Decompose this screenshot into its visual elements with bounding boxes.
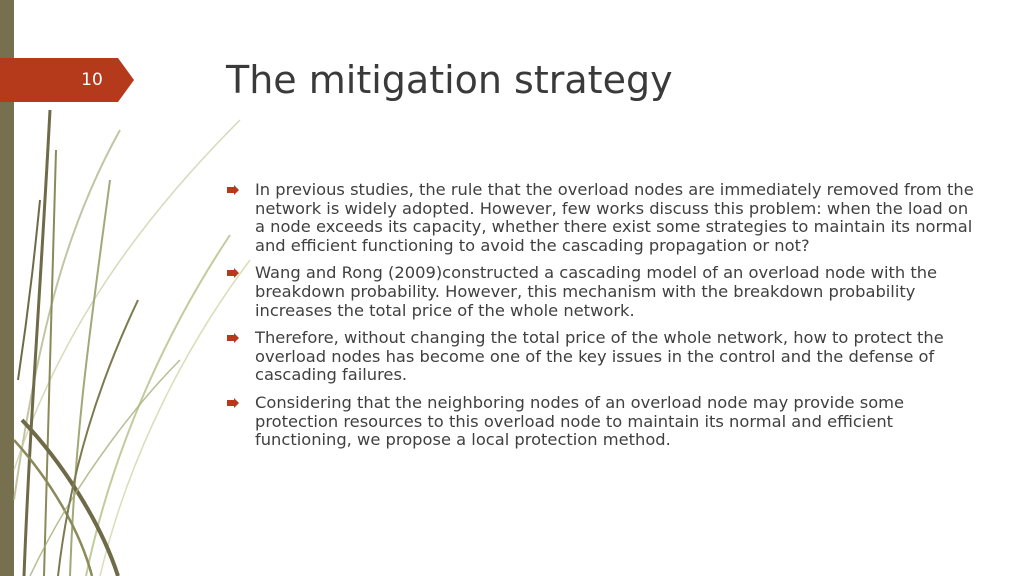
bullet-item: [226, 264, 974, 320]
arrow-bullet-icon: [227, 333, 239, 343]
page-number-tab: [0, 58, 134, 102]
page-number: 10: [81, 70, 103, 90]
arrow-bullet-icon: [227, 398, 239, 408]
arrow-bullet-icon: [227, 268, 239, 278]
bullet-item: [226, 394, 974, 450]
bullet-text: Wang and Rong (2009)constructed a cascading model of an overload node with the breakdown probability. However, this mechanism with the breakdown probability increases the total price of the whole network.: [255, 263, 938, 320]
bullet-text: Therefore, without changing the total price of the whole network, how to protect the overload nodes has become one of the key issues in the control and the defense of cascading failures.: [255, 328, 944, 385]
bullet-item: [226, 329, 974, 385]
slide-title: The mitigation strategy: [226, 58, 673, 102]
bullet-item: [226, 181, 974, 255]
arrow-bullet-icon: [227, 185, 239, 195]
bullet-text: In previous studies, the rule that the overload nodes are immediately removed from the network is widely adopted. However, few works discuss this problem: when the load on a node exceeds its capacity, whether there exist some strategies to maintain its normal and efficient functioning to avoid the cascading propagation or not?: [255, 180, 974, 255]
bullet-list: [226, 181, 974, 459]
bullet-text: Considering that the neighboring nodes of an overload node may provide some protection resources to this overload node to maintain its normal and efficient functioning, we propose a local protection method.: [255, 392, 905, 450]
